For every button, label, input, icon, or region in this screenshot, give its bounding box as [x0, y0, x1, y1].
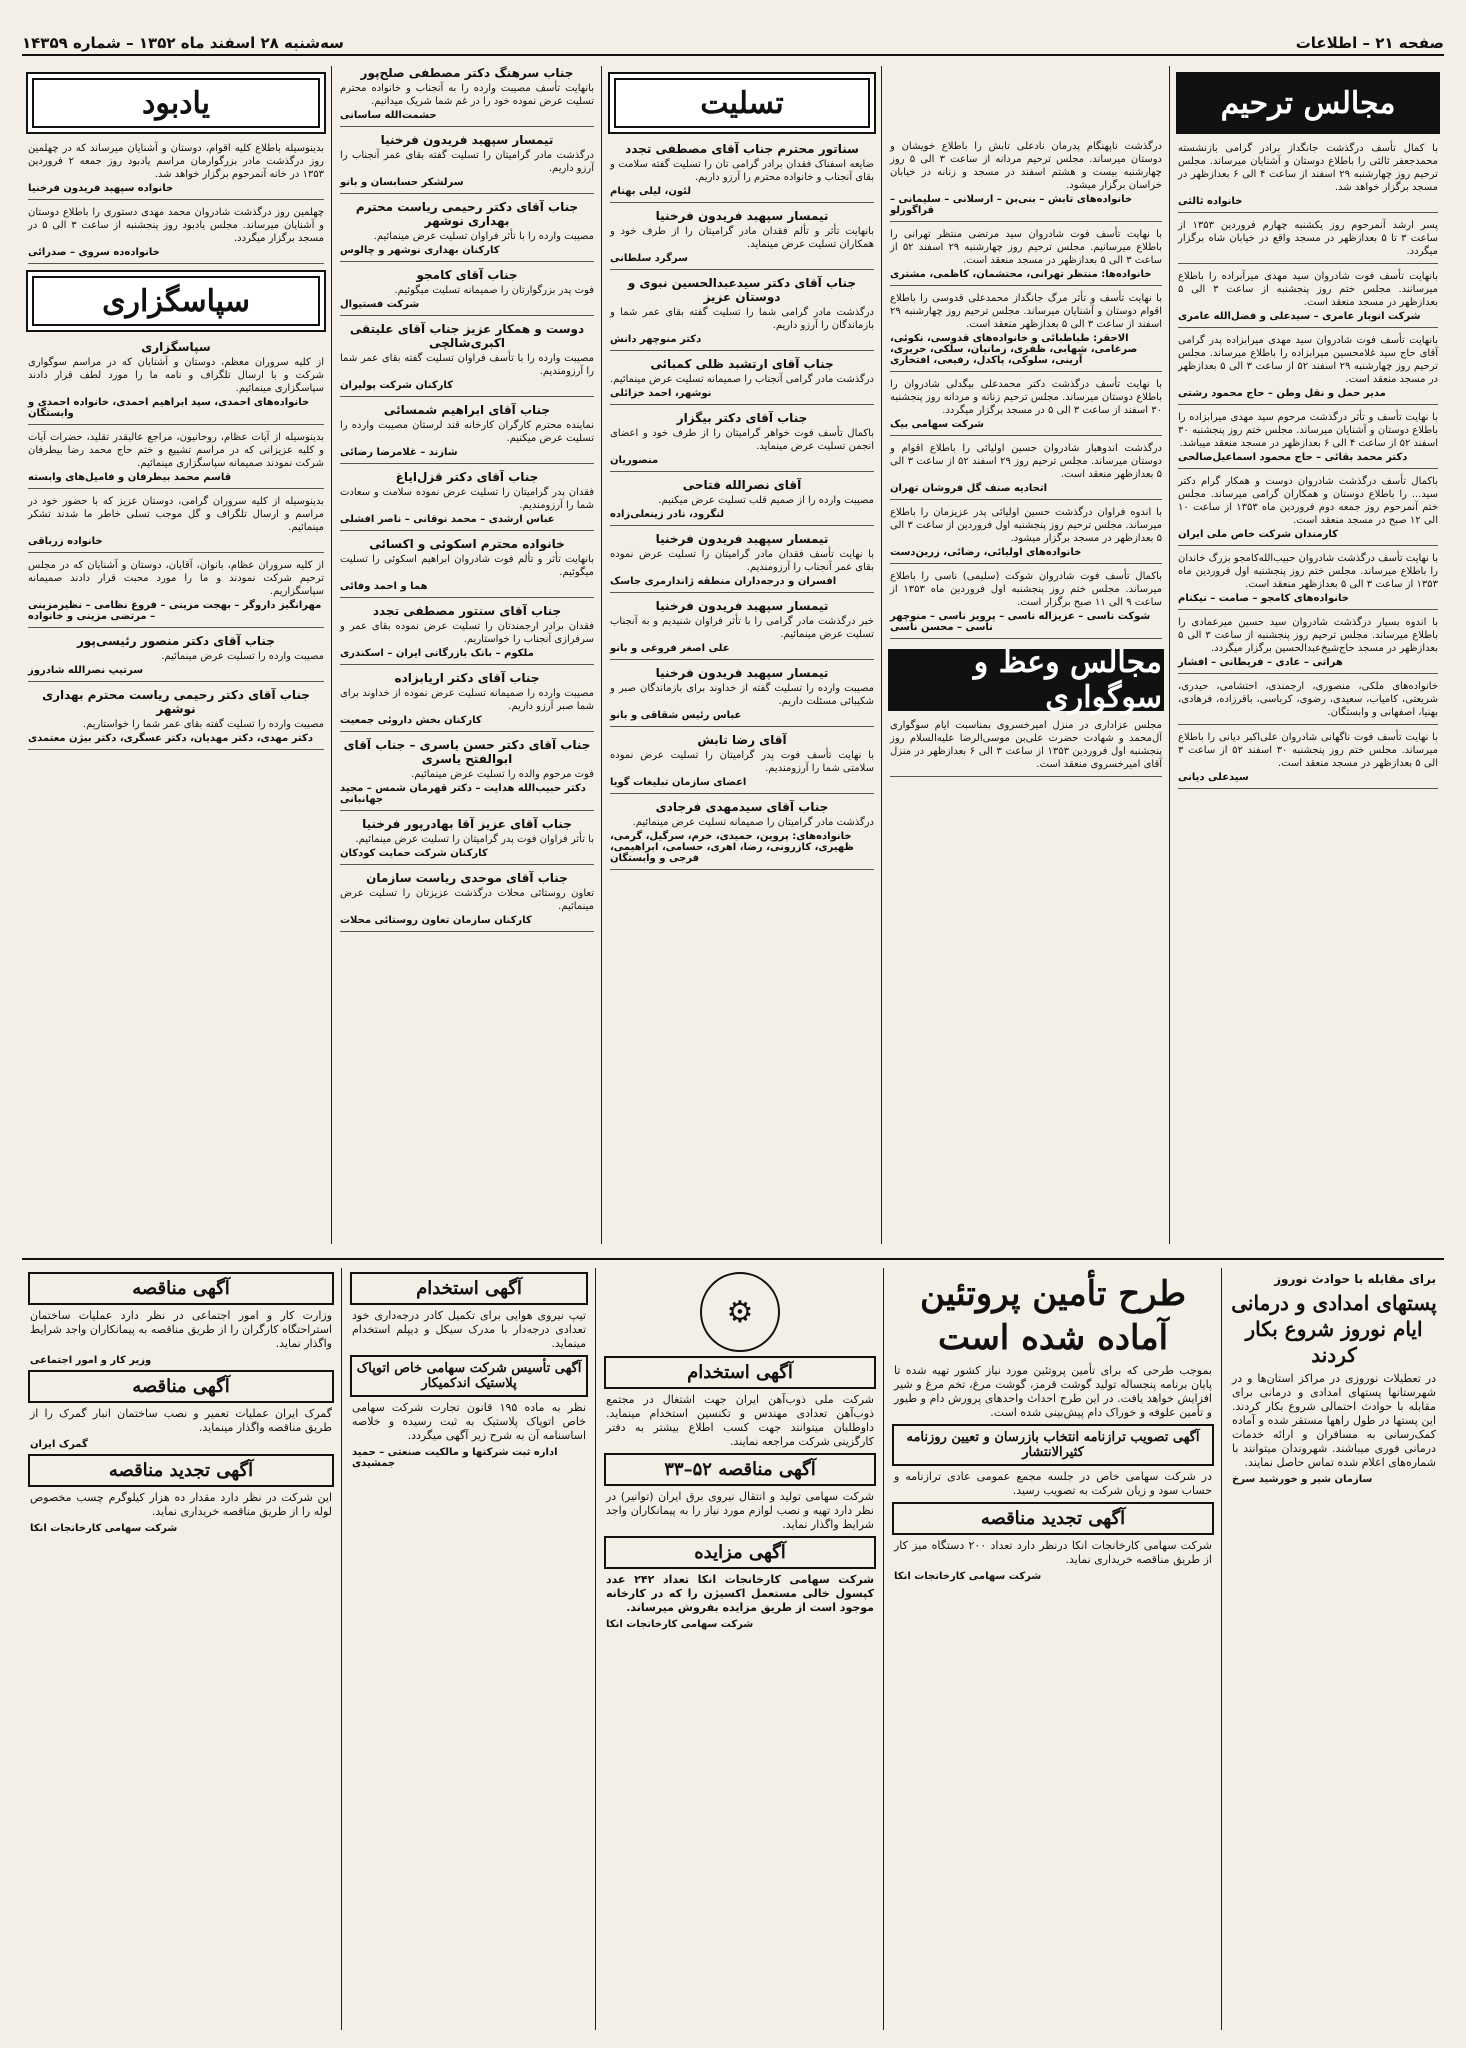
- notice-title: آقای رضا تابش: [697, 733, 787, 747]
- notice-body: درگذشت ناپهنگام پدرمان نادعلی تابش را باطلاع خویشان و دوستان میرساند. مجلس ترحیم مردانه از ساعت ۳ الی ۵ روز چهارشنبه بیست و هشتم اسفند در مسجد و زنانه در خیابان خراسان برگزار میشود.: [890, 141, 1162, 191]
- company-emblem-icon: ⚙: [700, 1272, 780, 1352]
- ad-kicker: برای مقابله با حوادث نوروز: [1274, 1272, 1436, 1286]
- notice-title: جناب آقای موحدی ریاست سازمان: [366, 871, 568, 885]
- notice-signature: عباس ارشدی – محمد نوقانی – ناصر افشلی: [340, 514, 555, 525]
- gratitude-banner: سپاسگزاری: [26, 270, 326, 332]
- ad-title-2: آگهی تأسیس شرکت سهامی خاص اتوپاک پلاستیک اندکمیکار: [350, 1355, 588, 1397]
- notice-body: بانهایت تأسف فوت شادروان سید مهدی میرابزاده پدر گرامی آقای حاج سید غلامحسین میرابزاده را باطلاع میرساند. مجلس ترحیم روز چهارشنبه ۲۹ اسفند ۵۲ از ساعت ۳ الی ۵ بعدازظهر در مسجد منعقد است.: [1178, 335, 1438, 385]
- notice-title: جناب آقای دکتر حسن یاسری – جناب آقای ابوالفتح یاسری: [343, 738, 591, 766]
- notice-signature: شرکت فستیوال: [340, 299, 420, 310]
- notice: [340, 268, 594, 316]
- notice-signature: خانواده‌های کامجو – صامت – نیکنام: [1178, 593, 1349, 604]
- notice: [890, 442, 1162, 500]
- ad-signature: سازمان شیر و خورشید سرخ: [1232, 1474, 1373, 1485]
- notice-body: بدینوسیله از آیات عظام، روحانیون، مراجع عالیقدر تقلید، حضرات آیات و کلیه عزیزانی که در مراسم تشییع و ختم حاج محمد رضا بیطرفان شرکت نمودند صمیمانه سپاسگزاری مینمائیم.: [28, 432, 324, 469]
- notice: [340, 604, 594, 665]
- notice: [28, 495, 324, 553]
- ad-headline: پستهای امدادی و درمانی ایام نوروز شروع بکار کردند: [1231, 1291, 1437, 1367]
- notice-body: مصیبت وارده را با تأسف فراوان تسلیت گفته بقای عمر شما را آرزومندیم.: [340, 353, 594, 377]
- notice-title: جناب آقای دکتر رحیمی ریاست محترم بهداری نوشهر: [42, 688, 310, 716]
- notice-signature: مدیر حمل و نقل وطن – حاج محمود رشتی: [1178, 388, 1386, 399]
- notice-title: جناب آقای دکتر اریابزاده: [394, 671, 540, 685]
- notice-body: فقدان پدر گرامیتان را تسلیت عرض نموده سلامت و سعادت شما را آرزومندیم.: [340, 487, 594, 511]
- ad-title: آگهی استخدام: [604, 1356, 876, 1389]
- notices-list: [604, 142, 880, 870]
- auction-body: شرکت سهامی کارخانجات انکا تعداد ۲۴۲ عدد کپسول خالی مستعمل اکسیژن را که در کارخانه موجود است از طریق مزایده بفروش میرساند.: [606, 1573, 875, 1614]
- notice-title: جناب آقای ابراهیم شمسائی: [383, 403, 551, 417]
- notice: [340, 403, 594, 464]
- notice-title: جناب آقای سیدمهدی فرجادی: [655, 800, 829, 814]
- notice-body: فقدان برادر ارجمندتان را تسلیت عرض نموده بقای عمر و سرفرازی آنجناب را خواستاریم.: [340, 621, 594, 645]
- advertisements-section: [22, 1258, 1444, 2030]
- column-condolences-2: [334, 66, 600, 1244]
- notice-title: تیمسار سپهبد فریدون فرخنیا: [655, 532, 829, 546]
- notice-signature: کارکنان بهداری نوشهر و چالوس: [340, 245, 500, 256]
- ad-title-2: آگهی مناقصه: [28, 1370, 334, 1403]
- ad-signature: وزیر کار و امور اجتماعی: [30, 1355, 152, 1366]
- notice-title: سپاسگزاری: [141, 340, 211, 354]
- notice-body: با تأثر فراوان فوت پدر گرامیتان را تسلیت عرض مینمائیم.: [355, 834, 594, 845]
- issue-date: سه‌شنبه ۲۸ اسفند ماه ۱۳۵۲ – شماره ۱۴۳۵۹: [22, 34, 344, 52]
- ad-body-2: گمرک ایران عملیات تعمیر و نصب ساختمان انبار گمرک را از طریق مناقصه واگذار مینماید.: [30, 1407, 332, 1434]
- ad-title-3: آگهی تجدید مناقصه: [28, 1454, 334, 1487]
- notice: [28, 688, 324, 750]
- notice: [610, 411, 874, 472]
- ad-signature: شرکت سهامی کارخانجات انکا: [894, 1571, 1042, 1582]
- notice: [1178, 411, 1438, 469]
- notice-signature: دکتر حبیب‌الله هدایت – دکتر قهرمان شمس – مجید جهانبانی: [340, 783, 586, 805]
- notice-signature: مهرانگیز داروگر – بهجت مزینی – فروغ نظامی – نظیرمزینی – مرتضی مزینی و خانواده: [28, 600, 322, 622]
- notice-body: با نهایت تأسف فوت ناگهانی شادروان علی‌اکبر دیانی را باطلاع میرساند. مجلس ختم روز پنجشنبه ۳۰ اسفند ۵۲ از ساعت ۳ الی ۵ بعدازظهر در مسجد منعقد است.: [1178, 732, 1438, 769]
- notice-body: از کلیه سروران عظام، بانوان، آقایان، دوستان و آشنایان که در مجلس ترحیم شرکت نمودند و ما را مورد محبت قرار دادند صمیمانه سپاسگزاریم.: [28, 560, 324, 597]
- notice-body: خانواده‌های ملکی، منصوری، ارجمندی، احتشامی، حیدری، شریعتی، کامیاب، سعیدی، رضوی، کرباسی، باقرزاده، فرهادی، بهنیا، اصفهانی و وابستگان.: [1178, 681, 1438, 718]
- notice: [610, 142, 874, 203]
- notice-body: بانهایت تأسف فوت شادروان سید مهدی میرآبراده را باطلاع میرسانند. مجلس ختم روز پنجشنبه از ساعت ۳ الی ۵ بعدازظهر در مسجد منعقد است.: [1178, 271, 1438, 308]
- notice: [610, 532, 874, 593]
- notice: [1178, 270, 1438, 328]
- notice: [340, 537, 594, 598]
- notice: [1178, 616, 1438, 674]
- notice-title: تیمسار سپهبد فریدون فرخنیا: [380, 133, 554, 147]
- notice-signature: شرکت سهامی بیک: [890, 419, 984, 430]
- notice-body: درگذشت مادر گرامی آنجناب را صمیمانه تسلیت عرض مینمائیم.: [610, 374, 874, 385]
- notice-signature: شازند – غلامرضا رضائی: [340, 447, 458, 458]
- notice: [28, 431, 324, 489]
- notice-body: باکمال تأسف فوت خواهر گرامیتان را از طرف خود و اعضای انجمن تسلیت عرض مینماید.: [610, 428, 874, 452]
- notice: [610, 276, 874, 351]
- notice: [340, 738, 594, 811]
- notice-title: جناب آقای عزیز آقا بهادرپور فرخنیا: [362, 817, 572, 831]
- notice-body: مصیبت وارده را تسلیت عرض مینمائیم.: [161, 651, 324, 662]
- condolence-gatherings-banner: مجالس ترحیم: [1176, 72, 1440, 134]
- notice: [340, 817, 594, 865]
- notice-title: تیمسار سپهبد فریدون فرخنیا: [655, 599, 829, 613]
- column-condolence-gatherings: [1172, 66, 1444, 1244]
- notice-body: مصیبت وارده را صمیمانه تسلیت عرض نموده از خداوند برای شما صبر آرزو داریم.: [340, 688, 594, 712]
- notice: [340, 871, 594, 932]
- notice-signature: خانواده‌های احمدی، سید ابراهیم احمدی، خانواده احمدی و وابستگان: [28, 397, 310, 419]
- notice-title: جناب آقای سنتور مصطفی تجدد: [372, 604, 562, 618]
- ad-title: آگهی استخدام: [350, 1272, 588, 1305]
- notice-body: بانهایت تأسف مصیبت وارده را به آنجناب و خانواده محترم تسلیت عرض نموده خود را در غم شما شریک میدانیم.: [340, 83, 594, 107]
- ad-body: تیپ نیروی هوایی برای تکمیل کادر درجه‌داری خود تعدادی درجه‌دار با مدرک سیکل و دیپلم استخدام مینماید.: [352, 1309, 586, 1350]
- ad-body-2: نظر به ماده ۱۹۵ قانون تجارت شرکت سهامی خاص اتوپاک پلاستیک به ثبت رسیده و خلاصه اساسنامه آن به شرح زیر آگهی میگردد.: [352, 1401, 587, 1442]
- notice-body: مصیبت وارده را تسلیت گفته از خداوند برای بازماندگان صبر و شکیبائی مسئلت داریم.: [610, 683, 874, 707]
- notice-body: تعاون روستائی محلات درگذشت عزیزتان را تسلیت عرض مینمائیم.: [340, 888, 594, 912]
- notice: [1178, 334, 1438, 405]
- notice-signature: منصوریان: [610, 455, 659, 466]
- ad-headline: طرح تأمین پروتئین آماده شده است: [919, 1274, 1187, 1358]
- notice: [610, 599, 874, 660]
- notice-signature: شوکت ناسی – عزیزاله ناسی – پرویز ناسی – منوچهر ناسی – محسن ناسی: [890, 611, 1151, 633]
- ad-employment-airforce: [344, 1268, 594, 2030]
- remembrance-banner: یادبود: [26, 72, 326, 134]
- notice-signature: خانواده زرباقی: [28, 536, 103, 547]
- mourning-notice-body: مجلس عزاداری در منزل امیرخسروی بمناسبت ایام سوگواری آل‌محمد و شهادت حضرت علی‌بن موسی‌الرضا علیه‌السلام روز پنجشنبه اول فروردین ۱۳۵۳ از ساعت ۳ الی ۶ بعدازظهر در منزل آقای امیرخسروی منعقد است.: [890, 720, 1162, 770]
- notice-body: خبر درگذشت مادر گرامی را با تأثر فراوان شنیدیم و به آنجناب تسلیت عرض مینمائیم.: [610, 616, 874, 640]
- notice-body: ضایعه اسفناک فقدان برادر گرامی تان را تسلیت گفته سلامت و بقای آنجناب و خانواده محترم را آرزو داریم.: [610, 159, 874, 183]
- notice-signature: خانواده‌ده سروی – صدرائی: [28, 247, 160, 258]
- notice-title: جناب آقای دکتر سیدعبدالحسین نبوی و دوستان عزیز: [627, 276, 857, 304]
- notice: [28, 206, 324, 264]
- notice-body: با نهایت تأسف و تأثر درگذشت مرحوم سید مهدی میرابزاده را باطلاع دوستان و آشنایان میرساند. مجلس ختم روز پنجشنبه ۳۰ اسفند ۵۲ از ساعت ۴ الی ۶ بعدازظهر در مسجد منعقد میباشد.: [1178, 412, 1438, 449]
- ad-protein-plan: [886, 1268, 1220, 2030]
- notice-body: باکمال تأسف درگذشت شادروان دوست و همکار گرام دکتر سید... را باطلاع دوستان و همکاران گرامی میرساند. مجلس ختم آنمرحوم روز جمعه دوم فروردین ماه ۱۳۵۳ از ساعت ۱۰ الی ۱۲ صبح در مسجد منعقد است.: [1178, 476, 1439, 526]
- notice-body: مصیبت وارده را با تأثر فراوان تسلیت عرض مینمائیم.: [373, 231, 594, 242]
- condolences-banner: تسلیت: [608, 72, 876, 134]
- ad-title: آگهی مناقصه: [28, 1272, 334, 1305]
- masthead: [22, 34, 1444, 56]
- notice-signature: دکتر منوچهر دانش: [610, 334, 702, 345]
- notice: [610, 800, 874, 870]
- ad-body: در تعطیلات نوروزی در مراکز استان‌ها و در شهرستانها پستهای امدادی و درمانی برای مقابله با حوادث احتمالی شروع بکار کردند. این پستها در طول راهها مستقر شده و آماده کمک‌رسانی به مسافران و ارائه خدمات درمانی فوری میباشند. شهروندان میتوانند با شماره‌های اعلام شده تماس حاصل نمایند.: [1232, 1372, 1436, 1469]
- notice-signature: دکتر محمد بقائی – حاج محمود اسماعیل‌صالحی: [1178, 452, 1408, 463]
- column-condolences: [604, 66, 880, 1244]
- notice: [610, 357, 874, 405]
- notice-body: با نهایت تأسف فقدان مادر گرامیتان را تسلیت عرض نموده بقای عمر آنجناب را آرزومندیم.: [610, 549, 874, 573]
- ad-body: شرکت ملی ذوب‌آهن ایران جهت اشتغال در مجتمع ذوب‌آهن تعدادی مهندس و تکنسین استخدام مینماید. داوطلبان میتوانند جهت کسب اطلاع بیشتر به دفتر کارگزینی شرکت مراجعه نمایند.: [606, 1393, 874, 1448]
- notices-list: [22, 340, 330, 750]
- notice-body: نماینده محترم کارگران کارخانه قند لرستان مصیبت وارده را تسلیت عرض میکنیم.: [340, 420, 594, 444]
- notice-signature: سرگرد سلطانی: [610, 253, 688, 264]
- notice: [28, 142, 324, 200]
- notice-signature: لئون، لیلی بهنام: [610, 186, 691, 197]
- notice-body: با کمال تأسف درگذشت جانگداز برادر گرامی بازنشسته محمدجعفر ثالثی را باطلاع دوستان و آشنایان میرساند. مجلس ترحیم روز چهارشنبه ۲۹ اسفند از ساعت ۴ الی ۶ بعدازظهر در مسجد برگزار خواهد شد.: [1178, 143, 1438, 193]
- notice: [340, 322, 594, 397]
- ad-subbody: در شرکت سهامی خاص در جلسه مجمع عمومی عادی ترازنامه و حساب سود و زیان شرکت به تصویب رسید.: [894, 1470, 1212, 1497]
- notice-title: تیمسار سپهبد فریدون فرخنیا: [655, 209, 829, 223]
- notice-signature: افسران و درجه‌داران منطقه ژاندارمری جاسک: [610, 576, 837, 587]
- notice-body: از کلیه سروران معظم، دوستان و آشنایان که در مراسم سوگواری شرکت و با ارسال تلگراف و نامه ما را مورد لطف قرار دادند سپاسگزاری مینمائیم.: [28, 357, 324, 394]
- notice-signature: سیدعلی دیانی: [1178, 772, 1249, 783]
- notice-body: با اندوه فراوان درگذشت حسین اولیائی پدر عزیزمان را باطلاع میرساند. مجلس ترحیم روز پنجشنبه اول فروردین از ساعت ۳ الی ۵ بعدازظهر در مسجد برگزار میشود.: [890, 507, 1162, 544]
- ad-body: بموجب طرحی که برای تأمین پروتئین مورد نیاز کشور تهیه شده تا پایان برنامه پنجساله تولید گوشت قرمز، گوشت مرغ، تخم مرغ و شیر افزایش خواهد یافت. در این طرح احداث واحدهای پرورش دام و طیور و تأمین علوفه و خوراک دام پیش‌بینی شده است.: [894, 1364, 1212, 1419]
- notice-title: جناب آقای دکتر قزل‌ایاغ: [395, 470, 539, 484]
- notice: [890, 292, 1162, 372]
- notices-list: [884, 140, 1168, 639]
- mourning-sermons-banner: مجالس وعظ و سوگواری: [888, 649, 1164, 711]
- notice: [610, 666, 874, 727]
- notice: [610, 478, 874, 526]
- notice: [1178, 142, 1438, 213]
- notice-signature: قاسم محمد بیطرفان و فامیل‌های وابسته: [28, 472, 232, 483]
- tender-body: شرکت سهامی کارخانجات انکا درنظر دارد تعداد ۲۰۰ دستگاه میز کار از طریق مناقصه خریداری نماید.: [894, 1539, 1213, 1566]
- notice-title: جناب سرهنگ دکتر مصطفی صلح‌پور: [360, 66, 574, 80]
- notice-signature: هما و احمد وفائی: [340, 581, 428, 592]
- notice-signature: خانواده‌های تابش – بنی‌بن – ارسلانی – سلیمانی – قراگوزلو: [890, 194, 1133, 216]
- notice-body: درگذشت مادر گرامی شما را تسلیت گفته بقای عمر شما و بازماندگان را آرزو داریم.: [610, 307, 874, 331]
- notice: [340, 200, 594, 262]
- notice-signature: کارکنان شرکت پولیران: [340, 380, 453, 391]
- ad-signature: شرکت سهامی کارخانجات انکا: [606, 1619, 754, 1630]
- notice: [890, 228, 1162, 286]
- notice-title: جناب آقای دکتر بیگزار: [676, 411, 808, 425]
- notice-body: با نهایت تأسف فوت پدر گرامیتان را تسلیت عرض نموده سلامتی شما را آرزومندیم.: [610, 750, 874, 774]
- notice-signature: خانواده‌ها: منتظر تهرانی، محتشمان، کاظمی، مشتری: [890, 269, 1152, 280]
- notice-body: بدینوسیله از کلیه سروران گرامی، دوستان عزیز که با حضور خود در مراسم و ارسال تلگراف و گل موجب تسلی خاطر ما شدند تشکر مینمائیم.: [28, 496, 324, 533]
- notice-body: با نهایت تأسف درگذشت دکتر محمدعلی بیگدلی شادروان را باطلاع دوستان میرساند. مجلس ترحیم زنانه و مردانه روز پنجشنبه ۳۰ اسفند از ساعت ۳ الی ۵ در مسجد برگزار میگردد.: [890, 379, 1162, 416]
- notice: [890, 570, 1162, 639]
- notice: [1178, 475, 1438, 546]
- notice-signature: کارکنان بخش داروئی جمعیت: [340, 715, 482, 726]
- notice-title: جناب آقای کامجو: [416, 268, 518, 282]
- mourning-notice: [890, 719, 1162, 777]
- obituaries-section: [22, 66, 1444, 1244]
- notice-signature: حشمت‌الله ساسانی: [340, 110, 437, 121]
- notice-signature: علی اصغر فروغی و بانو: [610, 643, 730, 654]
- notice-signature: اعضای سازمان تبلیغات گویا: [610, 777, 747, 788]
- tender-title: آگهی مناقصه ۵۲–۳۳: [604, 1453, 876, 1486]
- notice-signature: الاحقر: طباطبائی و خانواده‌های قدوسی، نکوئی، صرغامی، شهابی، ظفری، زمانیان، سلکی، حریری، آرینی، سلوکی، پاکدل، رفیعی، افتخاری: [890, 333, 1138, 366]
- ad-tenders: [22, 1268, 340, 2030]
- notice: [28, 340, 324, 425]
- notice-signature: دکتر مهدی، دکتر مهدیان، دکتر عسگری، دکتر بیژن معتمدی: [28, 733, 313, 744]
- notice-body: با اندوه بسیار درگذشت شادروان سید حسین میرعمادی را باطلاع میرساند. مجلس ترحیم روز پنجشنبه از ساعت ۳ الی ۵ بعدازظهر در مسجد حاج‌شیخ‌عبدالحسین برگزار میگردد.: [1178, 617, 1438, 654]
- notice: [28, 559, 324, 628]
- notice-body: درگذشت مادر گرامیتان را تسلیت گفته بقای عمر آنجناب را آرزو داریم.: [340, 150, 594, 174]
- tender-title: آگهی تجدید مناقصه: [892, 1502, 1214, 1535]
- notice-title: خانواده محترم اسکوئی و اکسائی: [369, 537, 565, 551]
- notice: [890, 140, 1162, 222]
- notice-signature: لنگرود، نادر زینعلی‌زاده: [610, 509, 725, 520]
- notice-body: درگذشت اندوهبار شادروان حسین اولیائی را باطلاع اقوام و دوستان میرساند. مجلس ترحیم روز ۲۹ اسفند ۵۲ از ساعت ۳ الی ۵ بعدازظهر منعقد است.: [890, 443, 1162, 480]
- notice-signature: عباس رئیس شقاقی و بانو: [610, 710, 742, 721]
- ad-signature-3: شرکت سهامی کارخانجات انکا: [30, 1523, 178, 1534]
- notice-body: چهلمین روز درگذشت شادروان محمد مهدی دستوری را باطلاع دوستان و آشنایان میرساند. مجلس یادبود روز پنجشنبه از ساعت ۳ الی ۵ در مسجد برگزار میگردد.: [28, 207, 324, 244]
- notice: [340, 671, 594, 732]
- ad-employment-steel: [598, 1268, 882, 2030]
- notice: [28, 634, 324, 682]
- notice: [340, 133, 594, 194]
- notice: [1178, 552, 1438, 610]
- notice-signature: اتحادیه صنف گل فروشان تهران: [890, 483, 1048, 494]
- notice: [890, 506, 1162, 564]
- notice-signature: خانواده سپهبد فریدون فرخنیا: [28, 183, 174, 194]
- auction-title: آگهی مزایده: [604, 1536, 876, 1569]
- notice-body: با نهایت تأسف و تأثر مرگ جانگداز محمدعلی قدوسی را باطلاع اقوام دوستان و آشنایان میرساند. مجلس ترحیم روز چهارشنبه ۲۹ اسفند از ساعت ۳ الی ۵ بعدازظهر منعقد است.: [890, 293, 1162, 330]
- notice-body: درگذشت مادر گرامیتان را صمیمانه تسلیت عرض مینمائیم.: [632, 817, 874, 828]
- column-condolence-gatherings-2: [884, 66, 1168, 1244]
- notice: [610, 209, 874, 270]
- notice-body: مصیبت وارده را تسلیت گفته بقای عمر شما را خواستاریم.: [82, 719, 324, 730]
- notices-list: [22, 142, 330, 264]
- notice: [340, 66, 594, 127]
- notice-body: باکمال تأسف فوت شادروان شوکت (سلیمی) ناسی را باطلاع میرساند. مجلس ختم روز پنجشنبه اول فروردین ماه ۱۳۵۳ از ساعت ۹ الی ۱۱ صبح برگزار است.: [890, 571, 1162, 608]
- notice-body: با نهایت تأسف درگذشت شادروان حبیب‌الله‌کامجو بزرگ خاندان را باطلاع میرساند. مجلس ختم روز پنجشنبه اول فروردین ماه ۱۳۵۳ از ساعت ۳ الی ۵ بعدازظهر منعقد است.: [1178, 553, 1438, 590]
- notice-body: بانهایت تأثر و تألم فقدان مادر گرامیتان را از طرف خود و همکاران تسلیت عرض مینماید.: [610, 226, 874, 250]
- notice-signature: هراتی – عادی – فریطانی – افشار: [1178, 657, 1343, 668]
- ad-signature-2: گمرک ایران: [30, 1439, 88, 1450]
- notice-signature: سرلشکر حسابسان و بانو: [340, 177, 464, 188]
- ad-subtitle: آگهی تصویب ترازنامه انتخاب بازرسان و تعیین روزنامه کثیرالانتشار: [892, 1424, 1214, 1466]
- notice: [610, 733, 874, 794]
- notice-signature: کارمندان شرکت خاص ملی ایران: [1178, 529, 1338, 540]
- notice-title: جناب آقای ارتشبد ظلی کمبائی: [650, 357, 834, 371]
- tender-body: شرکت سهامی تولید و انتقال نیروی برق ایران (توانیر) در نظر دارد تهیه و نصب لوازم مورد نیاز را به پیمانکاران واجد شرایط واگذار نماید.: [606, 1490, 874, 1531]
- notice-body: فوت پدر بزرگوارتان را صمیمانه تسلیت میگوئیم.: [394, 285, 594, 296]
- notice: [340, 470, 594, 531]
- notice-signature: کارکنان شرکت حمایت کودکان: [340, 848, 488, 859]
- ad-signature: اداره ثبت شرکتها و مالکیت صنعتی – حمید جمشیدی: [352, 1447, 558, 1469]
- notice-signature: ملکوم – بانک بازرگانی ایران – اسکندری: [340, 648, 534, 659]
- ad-body-3: این شرکت در نظر دارد مقدار ده هزار کیلوگرم چسب مخصوص لوله را از طریق مناقصه خریداری نماید.: [30, 1491, 332, 1518]
- notice: [1178, 731, 1438, 789]
- notice-body: پسر ارشد آنمرحوم روز یکشنبه چهارم فروردین ۱۳۵۳ از ساعت ۳ تا ۵ بعدازظهر در مسجد واقع در خیابان شاه برگزار میگردد.: [1178, 220, 1439, 257]
- notice-body: مصیبت وارده را از صمیم قلب تسلیت عرض میکنیم.: [658, 495, 874, 506]
- notice-body: بدینوسیله باطلاع کلیه اقوام، دوستان و آشنایان میرساند که در چهلمین روز درگذشت مادر بزرگوارمان مراسم یادبود روز جمعه ۲ فروردین ۱۳۵۳ در خانه آنمرحوم برگزار خواهد شد.: [28, 143, 325, 180]
- notice: [1178, 680, 1438, 725]
- notice-title: سناتور محترم جناب آقای مصطفی تجدد: [625, 142, 859, 156]
- notice-signature: نوشهر، احمد خزائلی: [610, 388, 712, 399]
- notice-signature: خانواده‌های: پروین، حمیدی، خرم، سرگیل، گرمی، ظهیری، کازرونی، رضا، اهری، حسامی، ابراهیمی، فرجی و وابستگان: [610, 831, 854, 864]
- notice-body: فوت مرحوم والده را تسلیت عرض مینمائیم.: [411, 769, 594, 780]
- notice-body: بانهایت تأثر و تألم فوت شادروان ابراهیم اسکوئی را تسلیت میگوئیم.: [340, 554, 594, 578]
- page-number: صفحه ۲۱ – اطلاعات: [1295, 34, 1444, 52]
- notice-signature: خانواده ثالثی: [1178, 196, 1243, 207]
- column-remembrance: [22, 66, 330, 1244]
- ad-emergency-posts: [1224, 1268, 1444, 2030]
- notice-signature: کارکنان سازمان تعاون روستائی محلات: [340, 915, 532, 926]
- notice: [890, 378, 1162, 436]
- notice-signature: شرکت انوبار عامری – سیدعلی و فضل‌الله عامری: [1178, 311, 1421, 322]
- notice-title: جناب آقای دکتر رحیمی ریاست محترم بهداری نوشهر: [355, 200, 579, 228]
- notice-signature: خانواده‌های اولیائی، رضائی، زرین‌دست: [890, 547, 1082, 558]
- notice-title: تیمسار سپهبد فریدون فرخنیا: [655, 666, 829, 680]
- ad-body: وزارت کار و امور اجتماعی در نظر دارد عملیات ساختمان استراحتگاه کارگران را از طریق مناقصه به پیمانکاران واجد شرایط واگذار نماید.: [30, 1309, 332, 1350]
- notice-body: با نهایت تأسف فوت شادروان سید مرتضی منتظر تهرانی را باطلاع میرسانیم. مجلس ترحیم روز چهارشنبه ۲۹ اسفند ۵۲ از ساعت ۳ الی ۵ بعدازظهر در مسجد منعقد است.: [890, 229, 1162, 266]
- notice-title: جناب آقای دکتر منصور رئیسی‌پور: [77, 634, 275, 648]
- notices-list: [1172, 142, 1444, 789]
- notice-title: آقای نصرالله فتاحی: [682, 478, 802, 492]
- notice-title: دوست و همکار عزیز جناب آقای علیتقی اکبری‌شالچی: [349, 322, 585, 350]
- notice-signature: سرتیپ نصرالله شادروز: [28, 665, 144, 676]
- notices-list: [334, 66, 600, 932]
- notice: [1178, 219, 1438, 264]
